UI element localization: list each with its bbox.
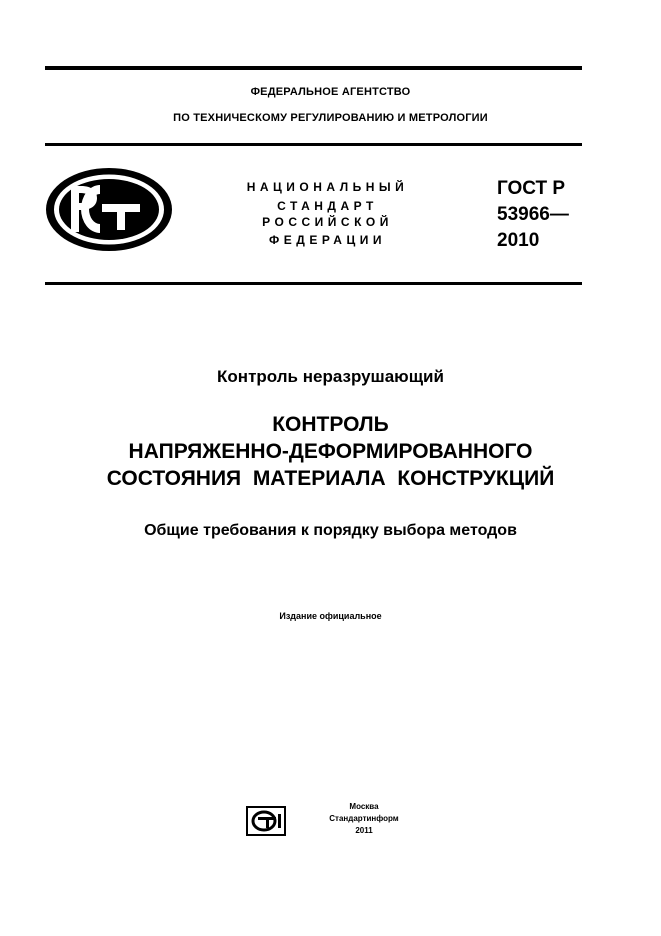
rst-logo-icon [44,166,174,253]
designation-line-2: 53966— [497,204,569,225]
publisher-city: Москва [349,802,379,811]
standard-type-line-1: НАЦИОНАЛЬНЫЙ [246,180,409,194]
main-title-line-1: КОНТРОЛЬ [272,413,389,436]
designation-line-1: ГОСТ Р [497,178,566,199]
subtitle: Общие требования к порядку выбора методов [144,522,517,539]
main-title-line-3: СОСТОЯНИЯ МАТЕРИАЛА КОНСТРУКЦИЙ [106,467,555,490]
category-heading: Контроль неразрушающий [217,367,444,386]
top-rule [45,66,582,70]
standard-type-line-3: РОССИЙСКОЙ [262,215,393,229]
upper-divider [45,143,582,146]
edition-label: Издание официальное [279,611,382,621]
main-title-line-2: НАПРЯЖЕННО-ДЕФОРМИРОВАННОГО [128,440,533,463]
publisher-name: Стандартинформ [329,814,399,823]
standartinform-logo-icon [246,806,286,836]
designation-line-3: 2010 [497,230,540,251]
standard-designation [497,176,569,254]
publisher-block [314,801,414,837]
agency-line-1: ФЕДЕРАЛЬНОЕ АГЕНТСТВО [250,86,411,98]
publisher-year: 2011 [355,826,373,835]
standard-type-line-2: СТАНДАРТ [277,199,378,213]
standard-type-line-4: ФЕДЕРАЦИИ [269,233,386,247]
agency-line-2: ПО ТЕХНИЧЕСКОМУ РЕГУЛИРОВАНИЮ И МЕТРОЛОГИИ [173,112,488,124]
lower-divider [45,282,582,285]
